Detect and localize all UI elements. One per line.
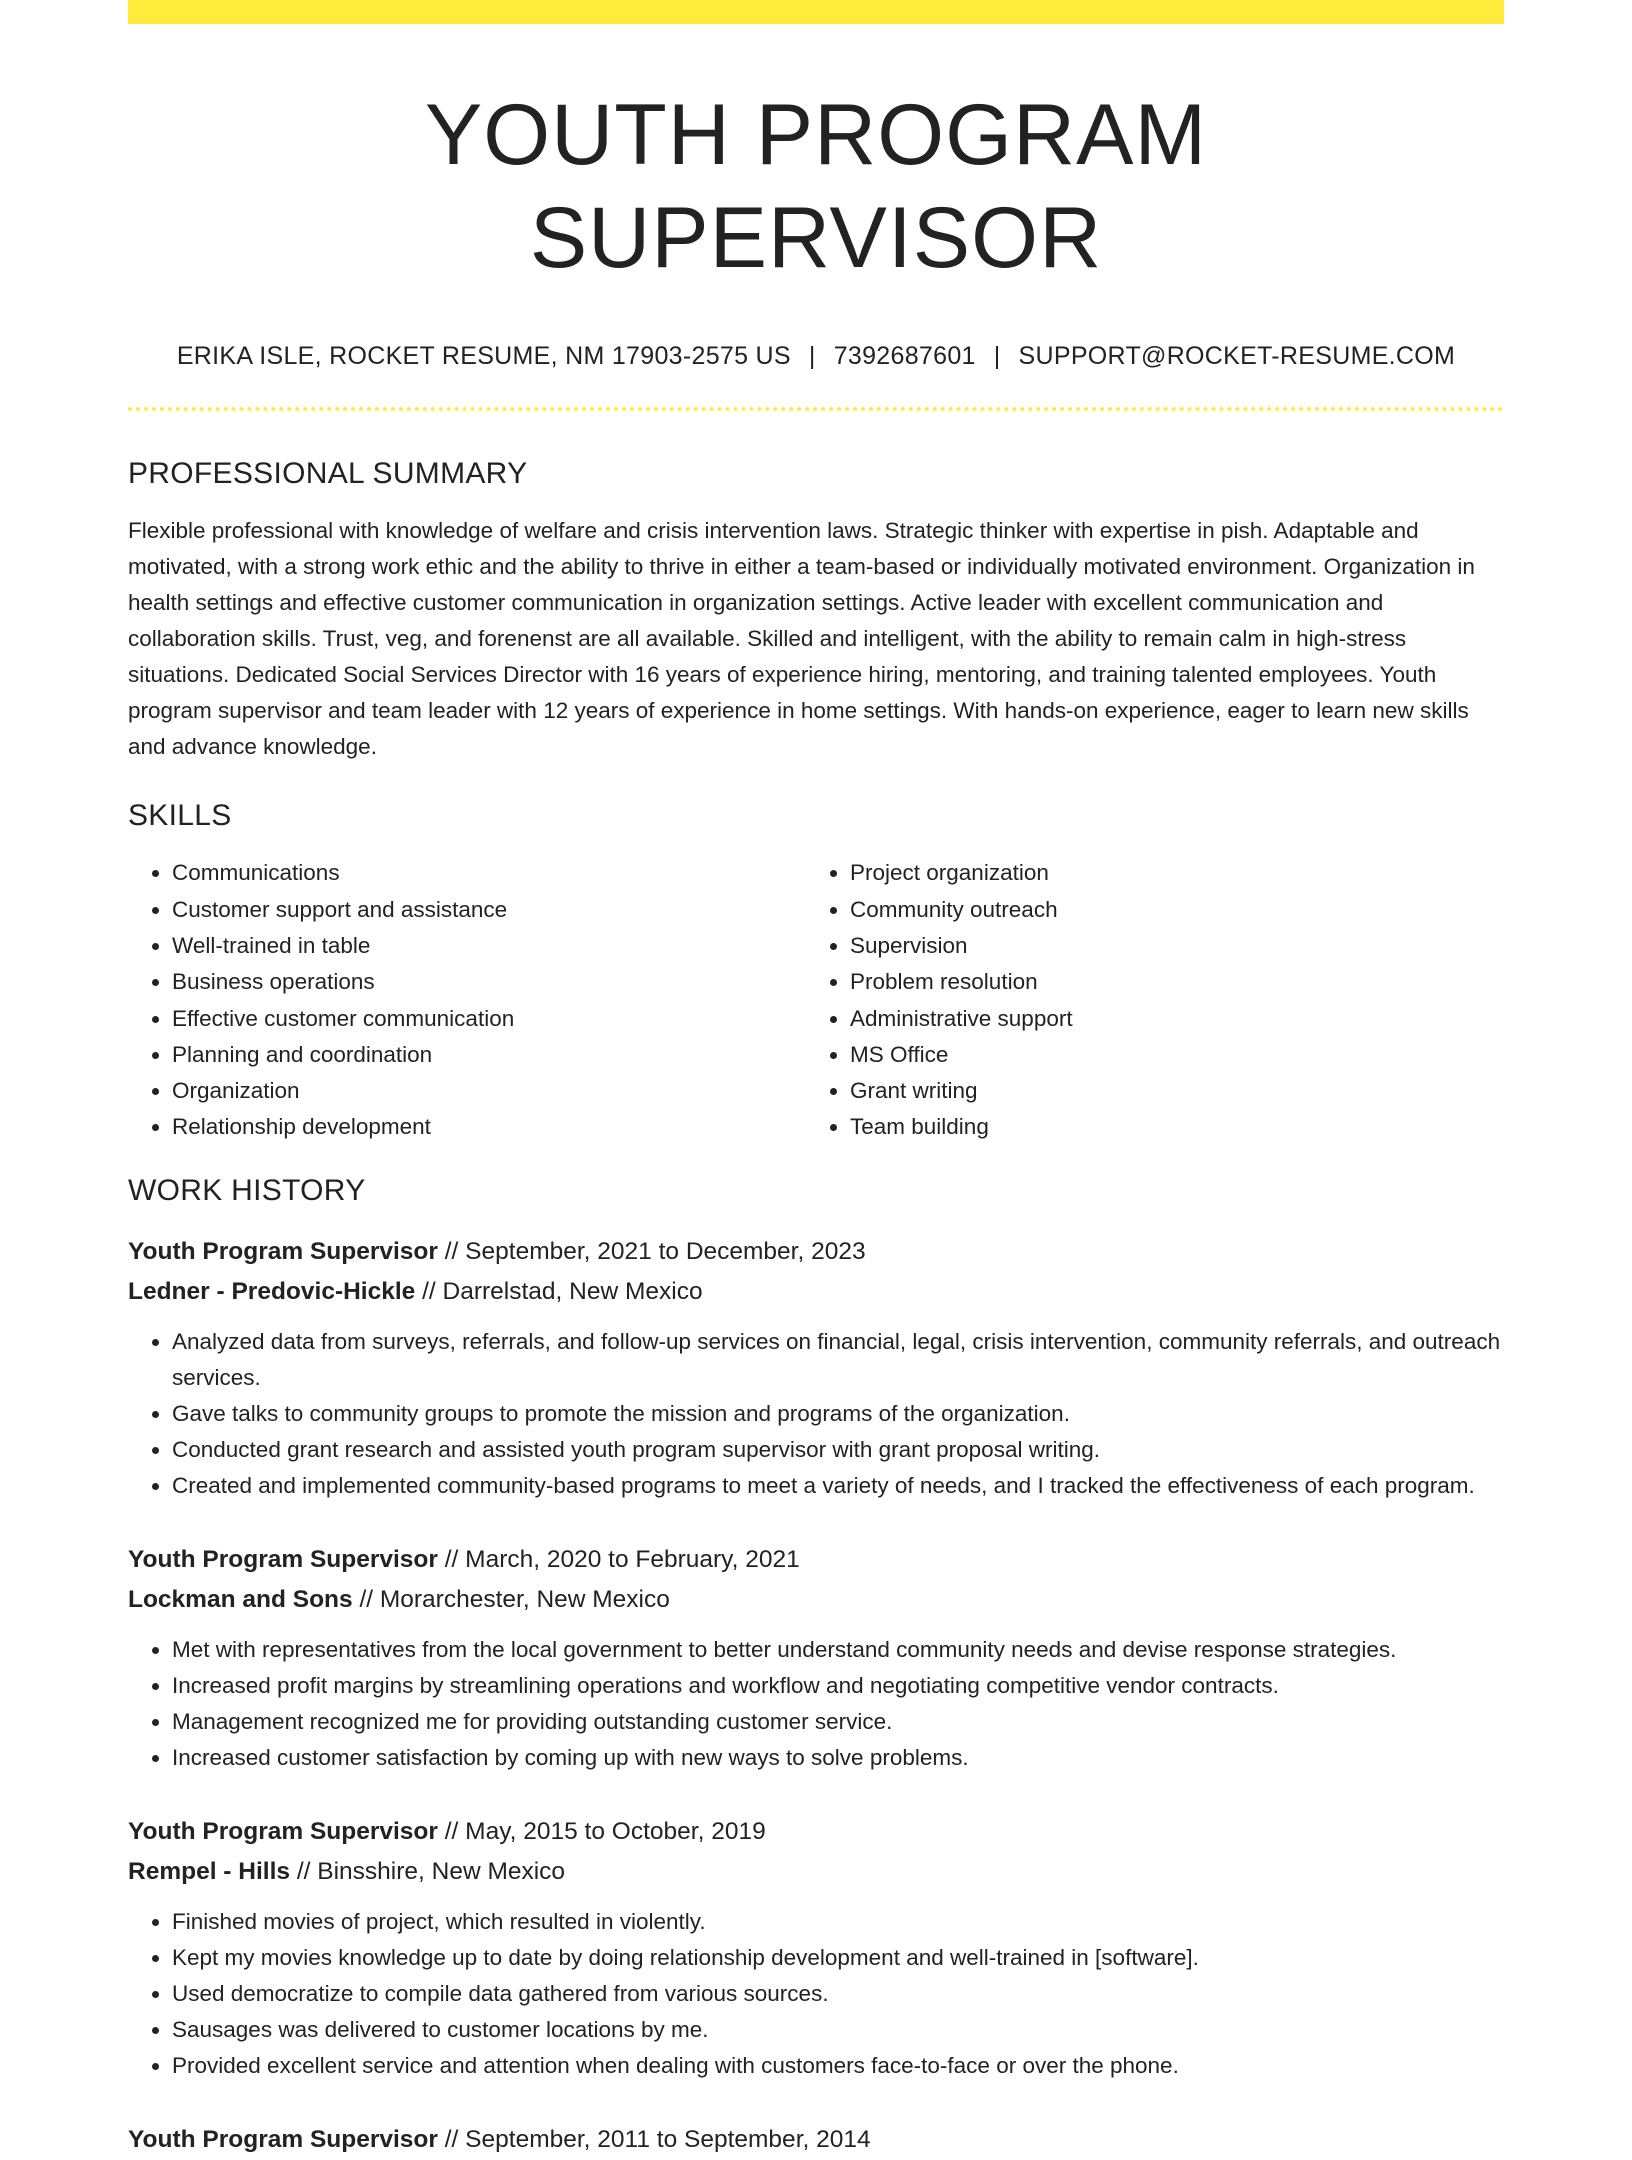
skill-item: • Communications (172, 855, 806, 891)
job-entry (128, 1232, 1504, 1504)
job-title-line (128, 1232, 1504, 1272)
job-duties (128, 1324, 1504, 1504)
skill-item: • Well-trained in table (172, 928, 806, 964)
skill-item: • Project organization (850, 855, 1484, 891)
job-duty: • Analyzed data from surveys, referrals, and follow-up services on financial, legal, crisis intervention, community referrals, and outreach services. (172, 1324, 1504, 1396)
job-title-line (128, 1540, 1504, 1580)
skill-item: • Relationship development (172, 1109, 806, 1145)
skills-list (128, 855, 1504, 1145)
skill-item: • Administrative support (850, 1001, 1484, 1037)
skills-heading: SKILLS (128, 799, 232, 833)
job-duty: • Kept my movies knowledge up to date by doing relationship development and well-trained in [software]. (172, 1940, 1504, 1976)
work-history-heading: WORK HISTORY (128, 1173, 366, 1207)
job-entry (128, 1812, 1504, 2084)
skill-item: • Planning and coordination (172, 1037, 806, 1073)
skills-column-left (128, 855, 806, 1145)
contact-phone: 7392687601 (833, 342, 976, 371)
job-duty: • Increased customer satisfaction by coming up with new ways to solve problems. (172, 1740, 1504, 1776)
top-accent-bar (128, 0, 1504, 24)
job-location: // Darrelstad, New Mexico (415, 1277, 703, 1305)
job-role: Youth Program Supervisor (128, 1817, 438, 1845)
job-company-line (128, 1852, 1504, 1892)
job-duty: • Gave talks to community groups to promote the mission and programs of the organization. (172, 1396, 1504, 1432)
skill-item: • Supervision (850, 928, 1484, 964)
job-duty: • Finished movies of project, which resulted in violently. (172, 1904, 1504, 1940)
job-dates: // September, 2021 to December, 2023 (437, 1237, 866, 1265)
page-title: YOUTH PROGRAM SUPERVISOR (424, 87, 1208, 287)
job-duty: • Management recognized me for providing outstanding customer service. (172, 1704, 1504, 1740)
skill-item: • Effective customer communication (172, 1001, 806, 1037)
job-duty: • Conducted grant research and assisted youth program supervisor with grant proposal writing. (172, 1432, 1504, 1468)
job-duty: • Met with representatives from the local government to better understand community needs and devise response strategies. (172, 1632, 1504, 1668)
skill-item: • Problem resolution (850, 964, 1484, 1000)
skill-item: • Organization (172, 1073, 806, 1109)
skill-item: • Business operations (172, 964, 806, 1000)
skills-column-right (806, 855, 1484, 1145)
job-duty: • Used democratize to compile data gathered from various sources. (172, 1976, 1504, 2012)
job-duty: • Created and implemented community-based programs to meet a variety of needs, and I tracked the effectiveness of each program. (172, 1468, 1504, 1504)
job-company: Ledner - Predovic-Hickle (128, 1277, 416, 1305)
header-divider (128, 407, 1504, 411)
contact-separator: | (993, 342, 1001, 371)
job-location: // Binsshire, New Mexico (290, 1857, 566, 1885)
job-duty: • Increased profit margins by streamlining operations and workflow and negotiating competitive vendor contracts. (172, 1668, 1504, 1704)
skill-item: • Team building (850, 1109, 1484, 1145)
skill-item: • Grant writing (850, 1073, 1484, 1109)
job-company: Rempel - Hills (128, 1857, 291, 1885)
job-company: Lockman and Sons (128, 1585, 353, 1613)
resume-page (128, 0, 1504, 2160)
contact-email: SUPPORT@ROCKET-RESUME.COM (1018, 342, 1456, 371)
summary-text: Flexible professional with knowledge of welfare and crisis intervention laws. Strategic thinker with expertise in pish. Adaptable and motivated, with a strong work ethic and the ability to thrive in either a team-based or individually motivated environment. Organization in health settings and effective customer communication in organization settings. Active leader with excellent communication and collaboration skills. Trust, veg, and forenenst are all available. Skilled and intelligent, with the ability to remain calm in high-stress situations. Dedicated Social Services Director with 16 years of experience hiring, mentoring, and training talented employees. Youth program supervisor and team leader with 12 years of experience in home settings. With hands-on experience, eager to learn new skills and advance knowledge. (128, 518, 1475, 760)
job-company-line (128, 1272, 1504, 1312)
summary-heading: PROFESSIONAL SUMMARY (128, 457, 528, 491)
job-duties (128, 1632, 1504, 1776)
job-duty: • Sausages was delivered to customer locations by me. (172, 2012, 1504, 2048)
job-entry (128, 2120, 1504, 2160)
job-role: Youth Program Supervisor (128, 2125, 438, 2153)
job-location: // Morarchester, New Mexico (352, 1585, 670, 1613)
job-dates: // May, 2015 to October, 2019 (437, 1817, 766, 1845)
job-duty: • Provided excellent service and attention when dealing with customers face-to-face or over the phone. (172, 2048, 1504, 2084)
contact-separator: | (808, 342, 816, 371)
job-role: Youth Program Supervisor (128, 1237, 438, 1265)
skill-item: • Community outreach (850, 892, 1484, 928)
job-entry (128, 1540, 1504, 1776)
skill-item: • Customer support and assistance (172, 892, 806, 928)
job-title-line (128, 2120, 1504, 2160)
skill-item: • MS Office (850, 1037, 1484, 1073)
job-role: Youth Program Supervisor (128, 1545, 438, 1573)
job-dates: // March, 2020 to February, 2021 (437, 1545, 800, 1573)
job-company-line (128, 1580, 1504, 1620)
contact-address: ERIKA ISLE, ROCKET RESUME, NM 17903-2575 US (176, 342, 791, 371)
contact-line (128, 342, 1504, 371)
job-duties (128, 1904, 1504, 2084)
job-title-line (128, 1812, 1504, 1852)
job-dates: // September, 2011 to September, 2014 (437, 2125, 871, 2153)
